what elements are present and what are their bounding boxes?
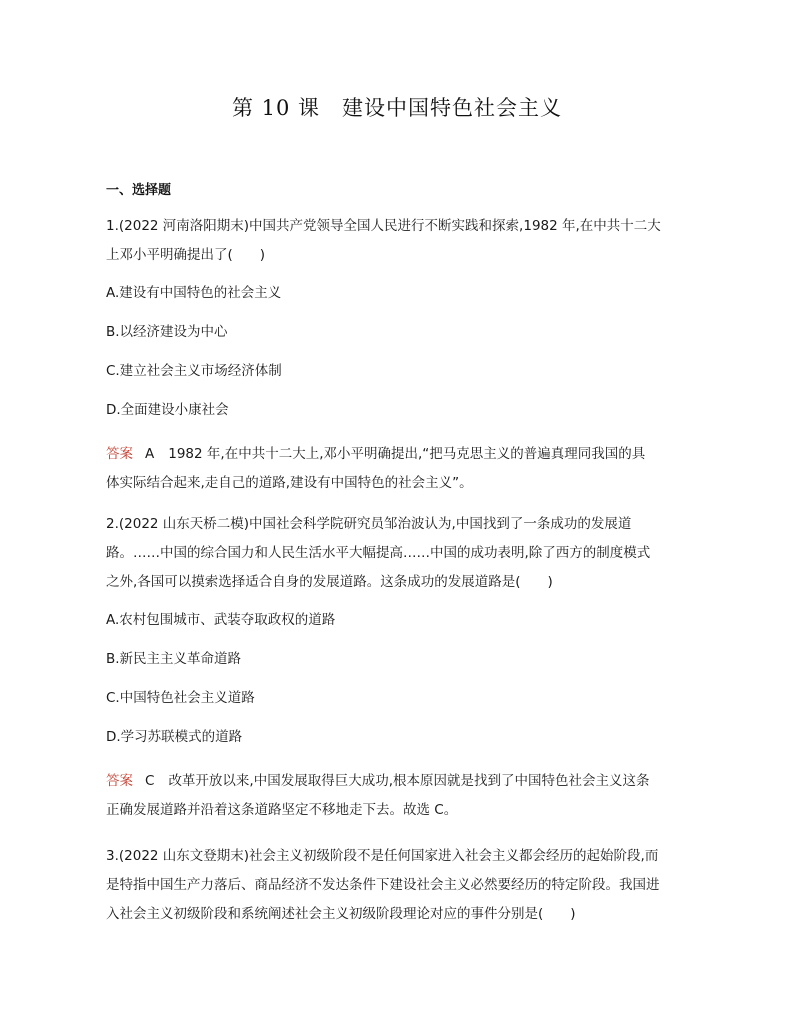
option-b: B.以经济建设为中心 bbox=[106, 324, 228, 340]
option-a: A.建设有中国特色的社会主义 bbox=[106, 285, 282, 301]
question-3-stem bbox=[106, 842, 690, 929]
question-1-stem bbox=[106, 212, 690, 270]
option-d: D.全面建设小康社会 bbox=[106, 402, 229, 418]
option-a: A.农村包围城市、武装夺取政权的道路 bbox=[106, 612, 336, 628]
option-b: B.新民主主义革命道路 bbox=[106, 651, 242, 667]
question-line: 之外,各国可以摸索选择适合自身的发展道路。这条成功的发展道路是( ) bbox=[106, 574, 553, 590]
answer-text: 改革开放以来,中国发展取得巨大成功,根本原因就是找到了中国特色社会主义这条 bbox=[168, 773, 650, 789]
option-c: C.建立社会主义市场经济体制 bbox=[106, 363, 282, 379]
answer-text: 正确发展道路并沿着这条道路坚定不移地走下去。故选 C。 bbox=[106, 802, 458, 818]
answer-label: 答案 bbox=[106, 446, 133, 462]
answer-text: 体实际结合起来,走自己的道路,建设有中国特色的社会主义”。 bbox=[106, 475, 473, 491]
answer-letter: C bbox=[145, 773, 155, 789]
question-2-stem bbox=[106, 510, 690, 597]
answer-1 bbox=[106, 440, 690, 498]
question-line: 上邓小平明确提出了( ) bbox=[106, 247, 266, 263]
section-heading: 一、选择题 bbox=[106, 183, 172, 198]
answer-label: 答案 bbox=[106, 773, 133, 789]
option-d: D.学习苏联模式的道路 bbox=[106, 729, 243, 745]
question-line: 入社会主义初级阶段和系统阐述社会主义初级阶段理论对应的事件分别是( ) bbox=[106, 906, 576, 922]
question-line: 1.(2022 河南洛阳期末)中国共产党领导全国人民进行不断实践和探索,1982 年,在中共十二大 bbox=[106, 218, 661, 234]
answer-line bbox=[106, 440, 690, 469]
page-title: 第 10 课 建设中国特色社会主义 bbox=[231, 96, 563, 120]
answer-line bbox=[106, 767, 690, 796]
question-line: 路。……中国的综合国力和人民生活水平大幅提高……中国的成功表明,除了西方的制度模式 bbox=[106, 545, 651, 561]
answer-letter: A bbox=[145, 446, 155, 462]
question-line: 是特指中国生产力落后、商品经济不发达条件下建设社会主义必然要经历的特定阶段。我国进 bbox=[106, 877, 660, 893]
answer-2 bbox=[106, 767, 690, 825]
question-line: 2.(2022 山东天桥二模)中国社会科学院研究员邹治波认为,中国找到了一条成功的发展道 bbox=[106, 516, 632, 532]
question-line: 3.(2022 山东文登期末)社会主义初级阶段不是任何国家进入社会主义都会经历的起始阶段,而 bbox=[106, 848, 659, 864]
option-c: C.中国特色社会主义道路 bbox=[106, 690, 255, 706]
answer-text: 1982 年,在中共十二大上,邓小平明确提出,“把马克思主义的普遍真理同我国的具 bbox=[168, 446, 646, 462]
